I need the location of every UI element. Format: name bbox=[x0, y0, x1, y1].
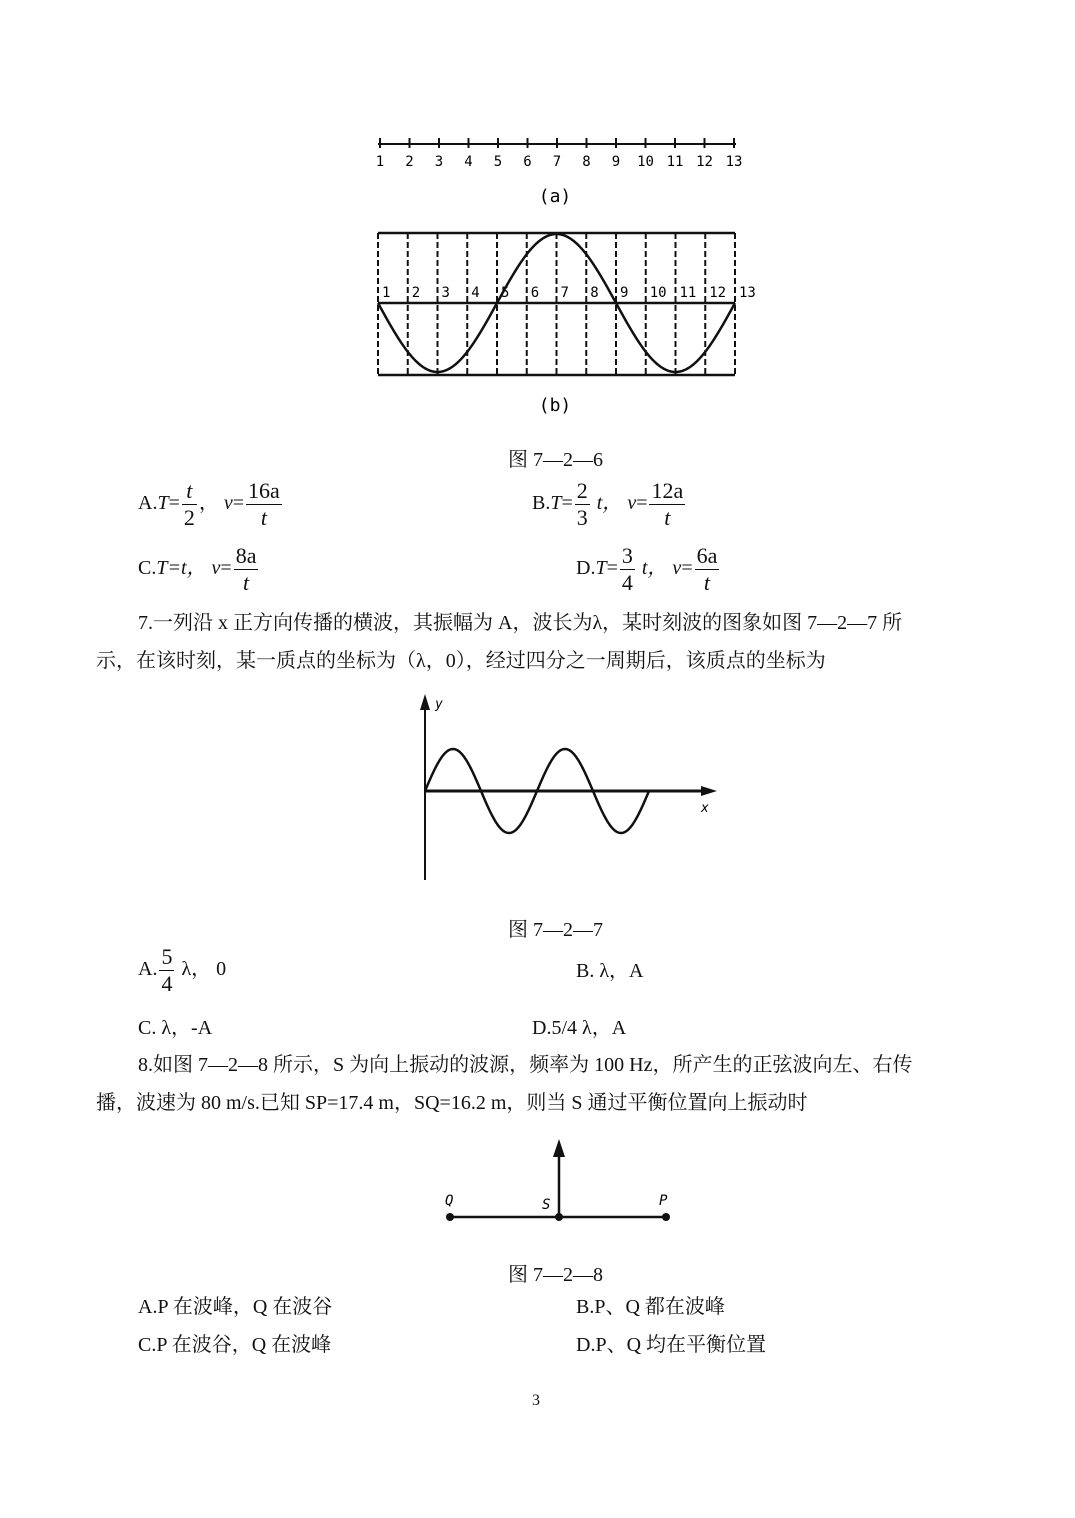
ruler-tick-label: 4 bbox=[464, 154, 473, 170]
q7-option-c: C. λ，-A bbox=[138, 1017, 213, 1039]
q7-text-line1: 7.一列沿 x 正方向传播的横波，其振幅为 A，波长为λ，某时刻波的图象如图 7—2—7 所 bbox=[138, 612, 903, 634]
ruler-tick-label: 5 bbox=[493, 154, 503, 170]
q7-option-b: B. λ，A bbox=[576, 960, 644, 982]
equals: = bbox=[636, 492, 648, 514]
fraction-den: 4 bbox=[621, 569, 633, 595]
ruler-tick-label: 10 bbox=[637, 154, 654, 170]
ruler-tick-label: 7 bbox=[552, 154, 562, 170]
fraction-num: 6a bbox=[696, 542, 718, 568]
ruler-tick-label: 8 bbox=[582, 154, 591, 170]
caption-726: 图 7—2—6 bbox=[508, 449, 603, 471]
fraction-T bbox=[620, 543, 635, 596]
ruler-tick-label: 12 bbox=[696, 154, 713, 170]
fraction-num: 3 bbox=[621, 542, 633, 568]
ruler-tick-label: 9 bbox=[611, 154, 621, 170]
var-v: v bbox=[627, 492, 637, 514]
fraction-T bbox=[575, 478, 590, 531]
q8-option-b: B.P、Q 都在波峰 bbox=[576, 1296, 725, 1318]
wave-tick-label: 12 bbox=[709, 285, 727, 301]
figure-726b-wave bbox=[370, 225, 756, 425]
figure-727-wave bbox=[405, 690, 725, 890]
fraction-den: t bbox=[243, 569, 250, 595]
option-label: A. bbox=[138, 492, 158, 514]
fraction-num: t bbox=[182, 478, 197, 505]
y-arrow-icon bbox=[420, 694, 430, 710]
label-q: Q bbox=[445, 1193, 454, 1209]
option-label: D. bbox=[576, 557, 596, 579]
fraction-den: t bbox=[703, 569, 711, 595]
wave-tick-label: 10 bbox=[649, 285, 667, 301]
option-a-after: λ， 0 bbox=[181, 958, 227, 980]
q6-option-c bbox=[138, 537, 260, 599]
ruler-tick-label: 6 bbox=[523, 154, 532, 170]
q6-option-a bbox=[138, 472, 284, 534]
var-v: v bbox=[672, 557, 682, 579]
ruler-tick-label: 3 bbox=[434, 154, 444, 170]
ruler-tick-label: 11 bbox=[666, 154, 684, 170]
caption-728: 图 7—2—8 bbox=[508, 1264, 603, 1286]
var-T: T bbox=[157, 492, 169, 514]
t-equals: T=t， bbox=[156, 557, 207, 579]
ruler-tick-label: 1 bbox=[375, 154, 385, 170]
equals: = bbox=[232, 492, 245, 514]
q6-option-b bbox=[532, 472, 687, 534]
caption-727: 图 7—2—7 bbox=[508, 919, 603, 941]
wave-tick-label: 13 bbox=[739, 285, 756, 301]
ruler-tick-label: 13 bbox=[725, 154, 743, 170]
label-s: S bbox=[542, 1197, 551, 1213]
option-label: B. bbox=[532, 492, 551, 514]
fraction-T bbox=[182, 478, 197, 531]
fraction-den: 2 bbox=[183, 504, 195, 530]
fraction-den: 4 bbox=[161, 970, 173, 996]
point-q bbox=[446, 1213, 454, 1221]
wave-tick-label: 9 bbox=[620, 285, 629, 301]
fraction-den: t bbox=[260, 504, 267, 530]
q8-option-c: C.P 在波谷，Q 在波峰 bbox=[138, 1334, 332, 1356]
wave-tick-label: 11 bbox=[679, 285, 697, 301]
q8-text-line1: 8.如图 7—2—8 所示，S 为向上振动的波源，频率为 100 Hz，所产生的正弦波向左、右传 bbox=[138, 1054, 913, 1076]
wave-tick-label: 5 bbox=[501, 285, 510, 301]
q8-option-a: A.P 在波峰，Q 在波谷 bbox=[138, 1296, 333, 1318]
wave-tick-label: 8 bbox=[590, 285, 599, 301]
fraction bbox=[159, 944, 174, 997]
page-number: 3 bbox=[532, 1392, 540, 1409]
var-v: v bbox=[211, 557, 221, 579]
wave-tick-label: 1 bbox=[382, 285, 391, 301]
var-v: v bbox=[223, 492, 233, 514]
fraction-num: 5 bbox=[161, 943, 173, 969]
fraction-num: 2 bbox=[576, 477, 588, 503]
figure-726b-label: (b) bbox=[538, 395, 572, 416]
fraction-v bbox=[649, 478, 685, 531]
wave-tick-label: 3 bbox=[441, 285, 450, 301]
option-label: A. bbox=[138, 958, 158, 980]
ruler-tick-label: 2 bbox=[405, 154, 414, 170]
var-T: T bbox=[550, 492, 562, 514]
q8-option-d: D.P、Q 均在平衡位置 bbox=[576, 1334, 767, 1356]
point-p bbox=[662, 1213, 670, 1221]
fraction-num: 12a bbox=[651, 477, 684, 503]
x-axis-label: x bbox=[701, 801, 709, 816]
q8-text-line2: 播，波速为 80 m/s.已知 SP=17.4 m，SQ=16.2 m，则当 S 通过平衡位置向上振动时 bbox=[96, 1092, 808, 1114]
separator: ， bbox=[198, 492, 219, 514]
t-after: t， bbox=[636, 557, 668, 579]
q7-option-d: D.5/4 λ，A bbox=[532, 1017, 627, 1039]
figure-728-diagram bbox=[435, 1135, 685, 1235]
wave-tick-label: 7 bbox=[560, 285, 569, 301]
fraction-num: 8a bbox=[235, 542, 257, 568]
wave-tick-label: 4 bbox=[471, 285, 480, 301]
q7-text-line2: 示，在该时刻，某一质点的坐标为（λ，0），经过四分之一周期后，该质点的坐标为 bbox=[96, 650, 826, 672]
fraction-den: 3 bbox=[576, 504, 588, 530]
fraction-v bbox=[234, 543, 259, 596]
equals: = bbox=[561, 492, 573, 514]
equals: = bbox=[168, 492, 180, 514]
q7-option-a bbox=[138, 938, 226, 1000]
y-axis-label: y bbox=[435, 697, 443, 712]
fraction-v bbox=[246, 478, 282, 531]
figure-726a-label: (a) bbox=[538, 186, 572, 207]
x-arrow-icon bbox=[701, 786, 717, 796]
wave-tick-label: 2 bbox=[411, 285, 421, 301]
fraction-v bbox=[695, 543, 720, 596]
up-arrow-icon bbox=[553, 1139, 565, 1157]
figure-726a-ruler bbox=[360, 130, 760, 210]
equals: = bbox=[220, 557, 232, 579]
fraction-den: t bbox=[664, 504, 671, 530]
q6-option-d bbox=[576, 537, 721, 599]
equals: = bbox=[681, 557, 693, 579]
t-after: t， bbox=[591, 492, 623, 514]
label-p: P bbox=[659, 1193, 668, 1209]
fraction-num: 16a bbox=[248, 477, 280, 503]
var-T: T bbox=[595, 557, 607, 579]
equals: = bbox=[606, 557, 618, 579]
wave-tick-label: 6 bbox=[530, 285, 540, 301]
option-label: C. bbox=[138, 557, 157, 579]
